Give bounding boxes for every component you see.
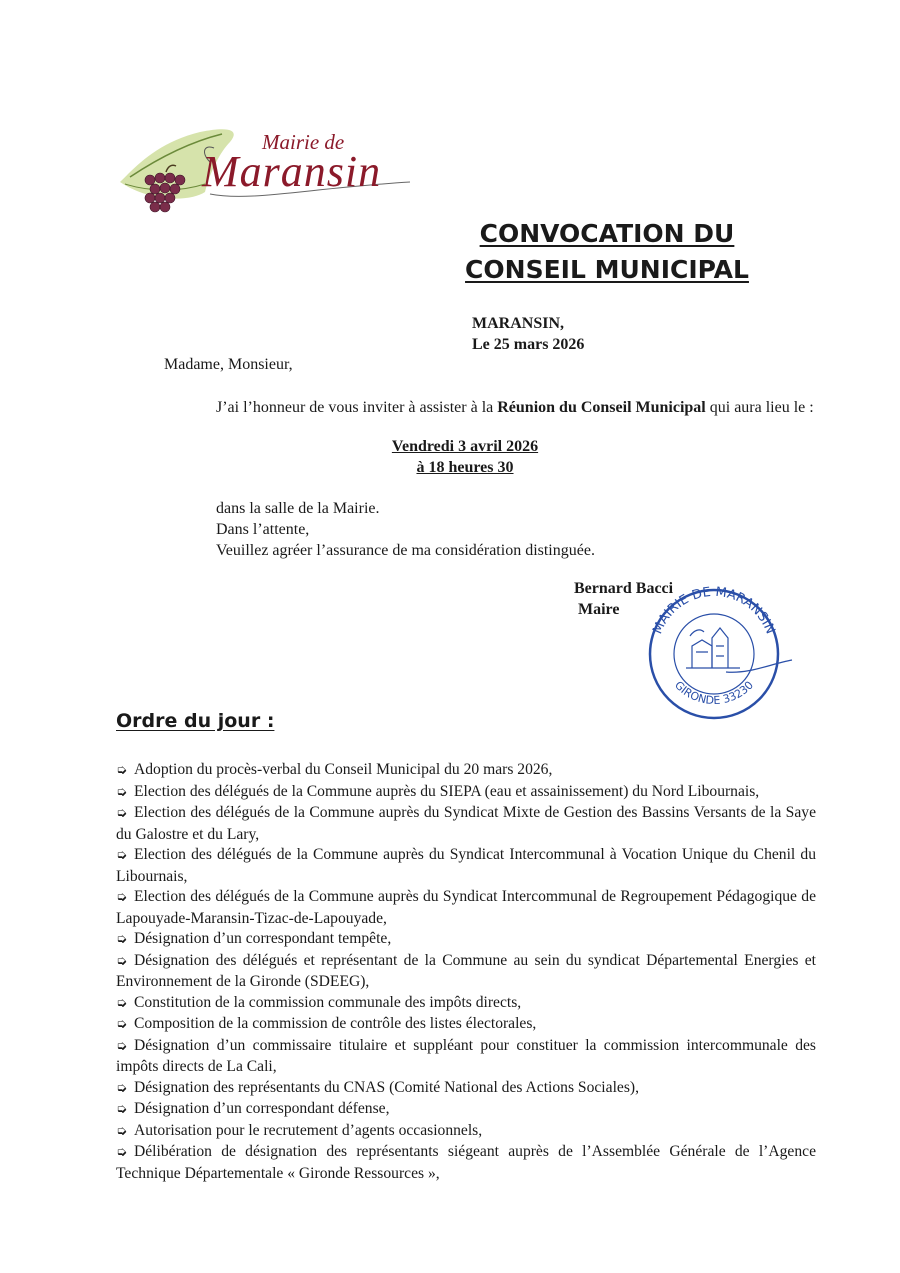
- agenda-list: [116, 760, 816, 1184]
- agenda-item: [116, 803, 816, 845]
- place: MARANSIN,: [472, 315, 564, 332]
- agenda-item: [116, 1078, 816, 1100]
- agenda-arrow-icon: ➭: [116, 1123, 127, 1139]
- invite-bold: Réunion du Conseil Municipal: [497, 399, 706, 416]
- agenda-item: [116, 993, 816, 1015]
- closing-lines: [216, 498, 595, 561]
- invitation-paragraph: [116, 395, 816, 421]
- agenda-item: [116, 782, 816, 804]
- agenda-item-text: Constitution de la commission communale des impôts directs,: [134, 993, 522, 1011]
- title-line-1: CONVOCATION DU: [479, 219, 735, 248]
- agenda-item: [116, 1121, 816, 1143]
- invite-after: qui aura lieu le :: [705, 399, 814, 416]
- agenda-arrow-icon: ➭: [116, 848, 127, 863]
- agenda-item-text: Délibération de désignation des représentants siégeant auprès de l’Assemblée Générale de l’Agence Technique Départementale « Gironde Ressources »,: [116, 1143, 816, 1182]
- logo-line-1: Mairie de: [262, 130, 345, 154]
- document-title: [462, 216, 752, 288]
- title-line-2: CONSEIL MUNICIPAL: [465, 255, 749, 284]
- agenda-item: [116, 845, 816, 887]
- signatory-role: Maire: [578, 601, 620, 618]
- agenda-arrow-icon: ➭: [116, 763, 127, 778]
- agenda-item-text: Désignation des délégués et représentant de la Commune au sein du syndicat Départemental Energies et Environnement de la Gironde (SDEEG),: [116, 951, 816, 990]
- agenda-item-text: Election des délégués de la Commune auprès du Syndicat Intercommunal de Regroupement Pédagogique de Lapouyade-Maransin-Tizac-de-Lapouyade,: [116, 888, 816, 927]
- meeting-day: Vendredi 3 avril 2026: [391, 438, 539, 455]
- agenda-arrow-icon: ➭: [116, 932, 127, 947]
- agenda-arrow-icon: ➭: [116, 890, 127, 905]
- stamp-text-top: MAIRIE DE MARANSIN: [650, 584, 778, 637]
- agenda-item: [116, 929, 816, 951]
- agenda-item-text: Election des délégués de la Commune auprès du Syndicat Mixte de Gestion des Bassins Versants de la Saye du Galostre et du Lary,: [116, 804, 816, 843]
- invite-before: J’ai l’honneur de vous inviter à assister à la: [216, 399, 498, 416]
- agenda-item: [116, 1014, 816, 1036]
- agenda-item: [116, 1036, 816, 1078]
- regards-line: Veuillez agréer l’assurance de ma considération distinguée.: [216, 542, 595, 559]
- agenda-arrow-icon: ➭: [116, 1145, 127, 1160]
- agenda-arrow-icon: ➭: [116, 1102, 127, 1117]
- agenda-arrow-icon: ➭: [116, 1080, 127, 1096]
- date: Le 25 mars 2026: [472, 336, 585, 353]
- signatory-name: Bernard Bacci: [574, 580, 674, 597]
- agenda-item: [116, 1142, 816, 1184]
- agenda-item-text: Désignation d’un correspondant tempête,: [134, 930, 392, 947]
- agenda-item-text: Election des délégués de la Commune auprès du SIEPA (eau et assainissement) du Nord Libournais,: [134, 782, 760, 800]
- agenda-item-text: Désignation d’un correspondant défense,: [134, 1100, 390, 1117]
- mairie-logo: [110, 122, 430, 222]
- agenda-arrow-icon: ➭: [116, 1017, 127, 1032]
- agenda-item-text: Composition de la commission de contrôle des listes électorales,: [134, 1015, 537, 1032]
- agenda-arrow-icon: ➭: [116, 1038, 127, 1054]
- agenda-item-text: Election des délégués de la Commune auprès du Syndicat Intercommunal à Vocation Unique du Chenil du Libournais,: [116, 846, 816, 885]
- agenda-item-text: Adoption du procès-verbal du Conseil Municipal du 20 mars 2026,: [134, 761, 553, 778]
- agenda-arrow-icon: ➭: [116, 784, 127, 800]
- place-date: [472, 313, 584, 355]
- agenda-title: Ordre du jour :: [116, 710, 275, 732]
- agenda-item: [116, 887, 816, 929]
- meeting-time: à 18 heures 30: [416, 459, 514, 476]
- agenda-item-text: Désignation d’un commissaire titulaire et suppléant pour constituer la commission intercommunale des impôts directs de La Cali,: [116, 1036, 816, 1075]
- town-hall-stamp: [630, 576, 800, 722]
- logo-line-2: Maransin: [202, 147, 382, 196]
- waiting-line: Dans l’attente,: [216, 521, 310, 538]
- agenda-item-text: Désignation des représentants du CNAS (Comité National des Actions Sociales),: [134, 1078, 639, 1096]
- agenda-item: [116, 760, 816, 782]
- agenda-arrow-icon: ➭: [116, 995, 127, 1011]
- location-line: dans la salle de la Mairie.: [216, 500, 380, 517]
- stamp-text-bottom: GIRONDE 33230: [671, 678, 756, 708]
- agenda-arrow-icon: ➭: [116, 953, 127, 969]
- meeting-datetime: [300, 436, 630, 478]
- agenda-arrow-icon: ➭: [116, 806, 127, 821]
- agenda-item: [116, 1099, 816, 1121]
- agenda-item-text: Autorisation pour le recrutement d’agents occasionnels,: [134, 1121, 483, 1139]
- salutation: Madame, Monsieur,: [164, 356, 293, 373]
- agenda-item: [116, 951, 816, 993]
